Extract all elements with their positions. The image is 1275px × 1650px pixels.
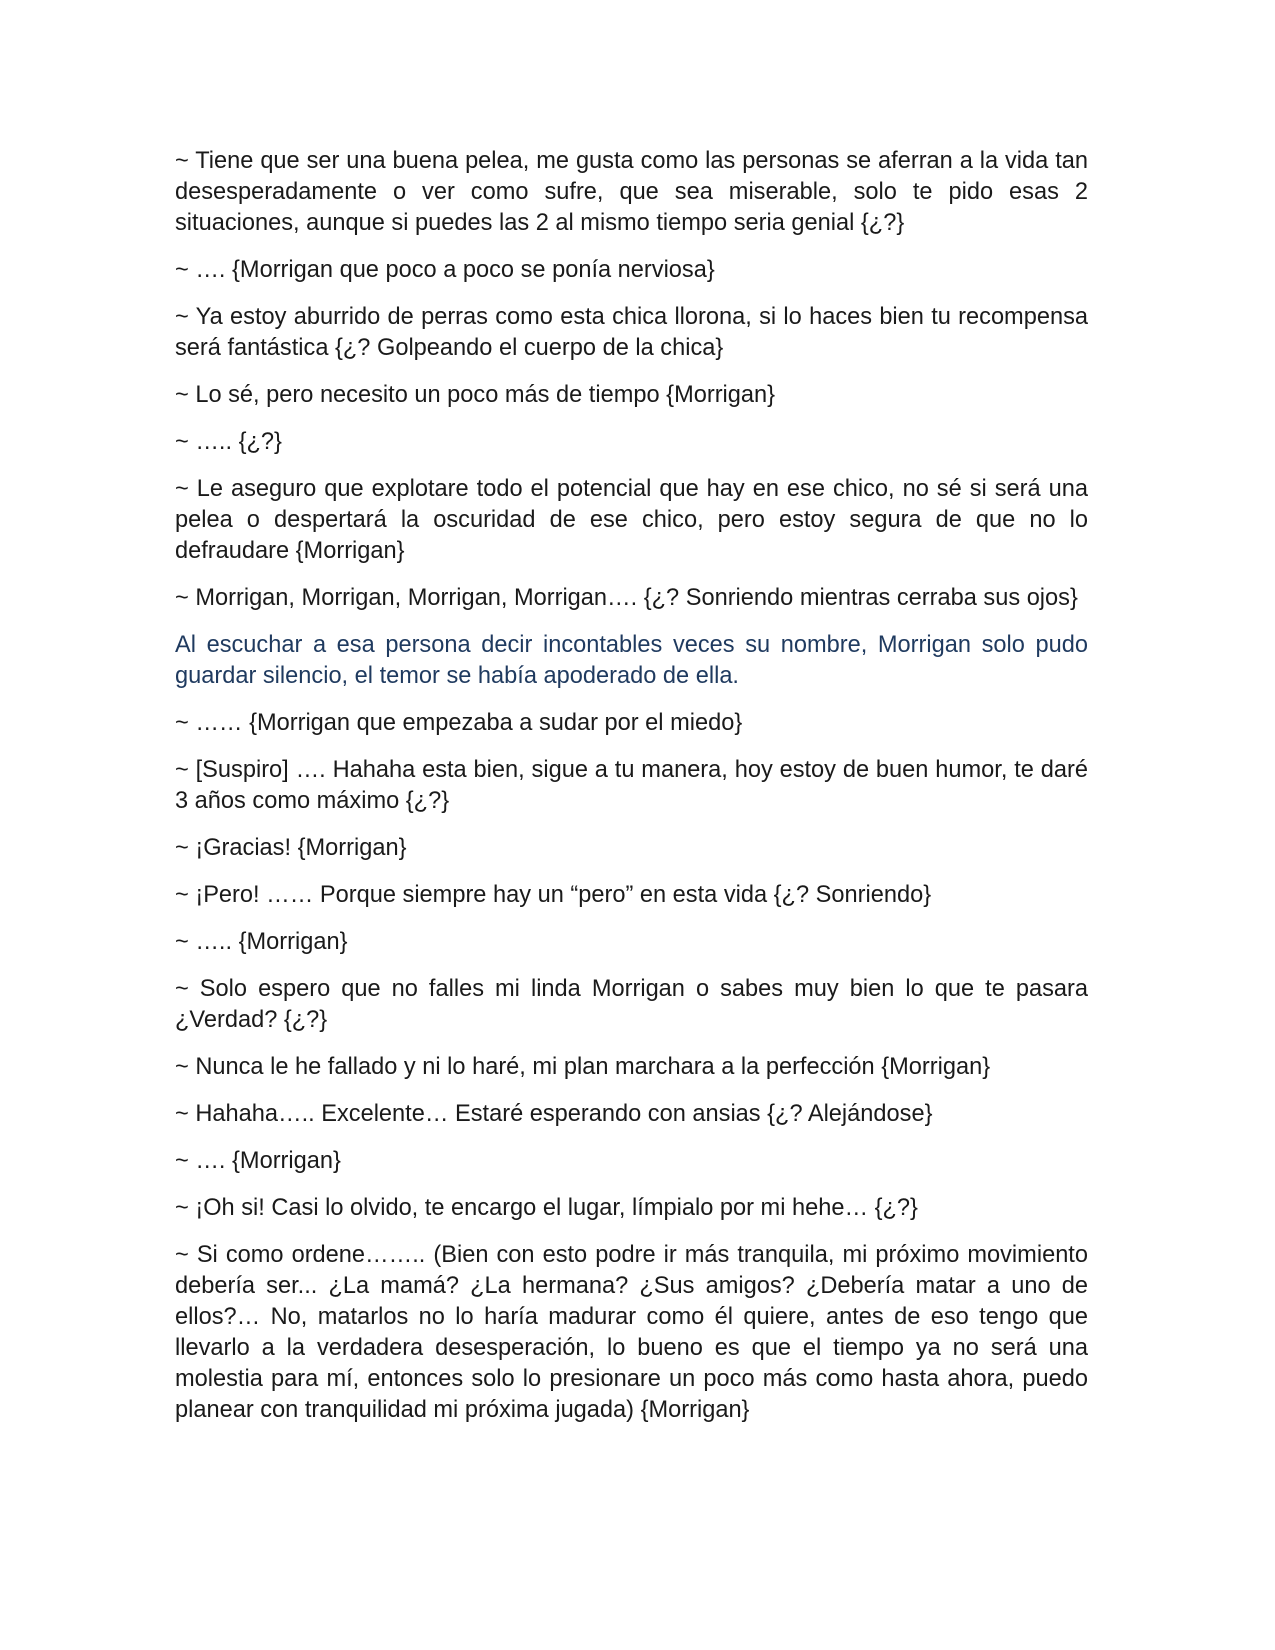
paragraph-5: ~ ….. {¿?} bbox=[175, 429, 282, 455]
paragraph-7: ~ Morrigan, Morrigan, Morrigan, Morrigan…. {¿? Sonriendo mientras cerraba sus ojos} bbox=[175, 585, 1078, 611]
paragraph-16: ~ Hahaha….. Excelente… Estaré esperando con ansias {¿? Alejándose} bbox=[175, 1101, 933, 1127]
paragraph-19: ~ Si como ordene…….. (Bien con esto podre ir más tranquila, mi próximo movimiento debería ser... ¿La mamá? ¿La hermana? ¿Sus amigos? ¿Debería matar a uno de ellos?… No, matarlos no lo haría madurar como él quiere, antes de eso tengo que llevarlo a la verdadera desesperación, lo bueno es que el tiempo ya no será una molestia para mí, entonces solo lo presionare un poco más como hasta ahora, puedo planear con tranquilidad mi próxima jugada) {Morrigan} bbox=[175, 1242, 1088, 1423]
paragraph-1: ~ Tiene que ser una buena pelea, me gusta como las personas se aferran a la vida tan desesperadamente o ver como sufre, que sea miserable, solo te pido esas 2 situaciones, aunque si puedes las 2 al mismo tiempo seria genial {¿?} bbox=[175, 148, 1088, 236]
narration-paragraph: Al escuchar a esa persona decir incontables veces su nombre, Morrigan solo pudo guardar silencio, el temor se había apoderado de ella. bbox=[175, 632, 1088, 689]
paragraph-9: ~ …… {Morrigan que empezaba a sudar por el miedo} bbox=[175, 710, 743, 736]
paragraph-17: ~ …. {Morrigan} bbox=[175, 1148, 341, 1174]
paragraph-3: ~ Ya estoy aburrido de perras como esta chica llorona, si lo haces bien tu recompensa será fantástica {¿? Golpeando el cuerpo de la chica} bbox=[175, 304, 1088, 361]
paragraph-12: ~ ¡Pero! …… Porque siempre hay un “pero” en esta vida {¿? Sonriendo} bbox=[175, 882, 932, 908]
paragraph-18: ~ ¡Oh si! Casi lo olvido, te encargo el lugar, límpialo por mi hehe… {¿?} bbox=[175, 1195, 918, 1221]
paragraph-4: ~ Lo sé, pero necesito un poco más de tiempo {Morrigan} bbox=[175, 382, 776, 408]
paragraph-10: ~ [Suspiro] …. Hahaha esta bien, sigue a tu manera, hoy estoy de buen humor, te daré 3 años como máximo {¿?} bbox=[175, 757, 1088, 814]
paragraph-6: ~ Le aseguro que explotare todo el potencial que hay en ese chico, no sé si será una pelea o despertará la oscuridad de ese chico, pero estoy segura de que no lo defraudare {Morrigan} bbox=[175, 476, 1088, 564]
document-body bbox=[175, 146, 1088, 1442]
paragraph-14: ~ Solo espero que no falles mi linda Morrigan o sabes muy bien lo que te pasara ¿Verdad? {¿?} bbox=[175, 976, 1088, 1033]
paragraph-2: ~ …. {Morrigan que poco a poco se ponía nerviosa} bbox=[175, 257, 715, 283]
paragraph-15: ~ Nunca le he fallado y ni lo haré, mi plan marchara a la perfección {Morrigan} bbox=[175, 1054, 991, 1080]
paragraph-13: ~ ….. {Morrigan} bbox=[175, 929, 348, 955]
paragraph-11: ~ ¡Gracias! {Morrigan} bbox=[175, 835, 407, 861]
